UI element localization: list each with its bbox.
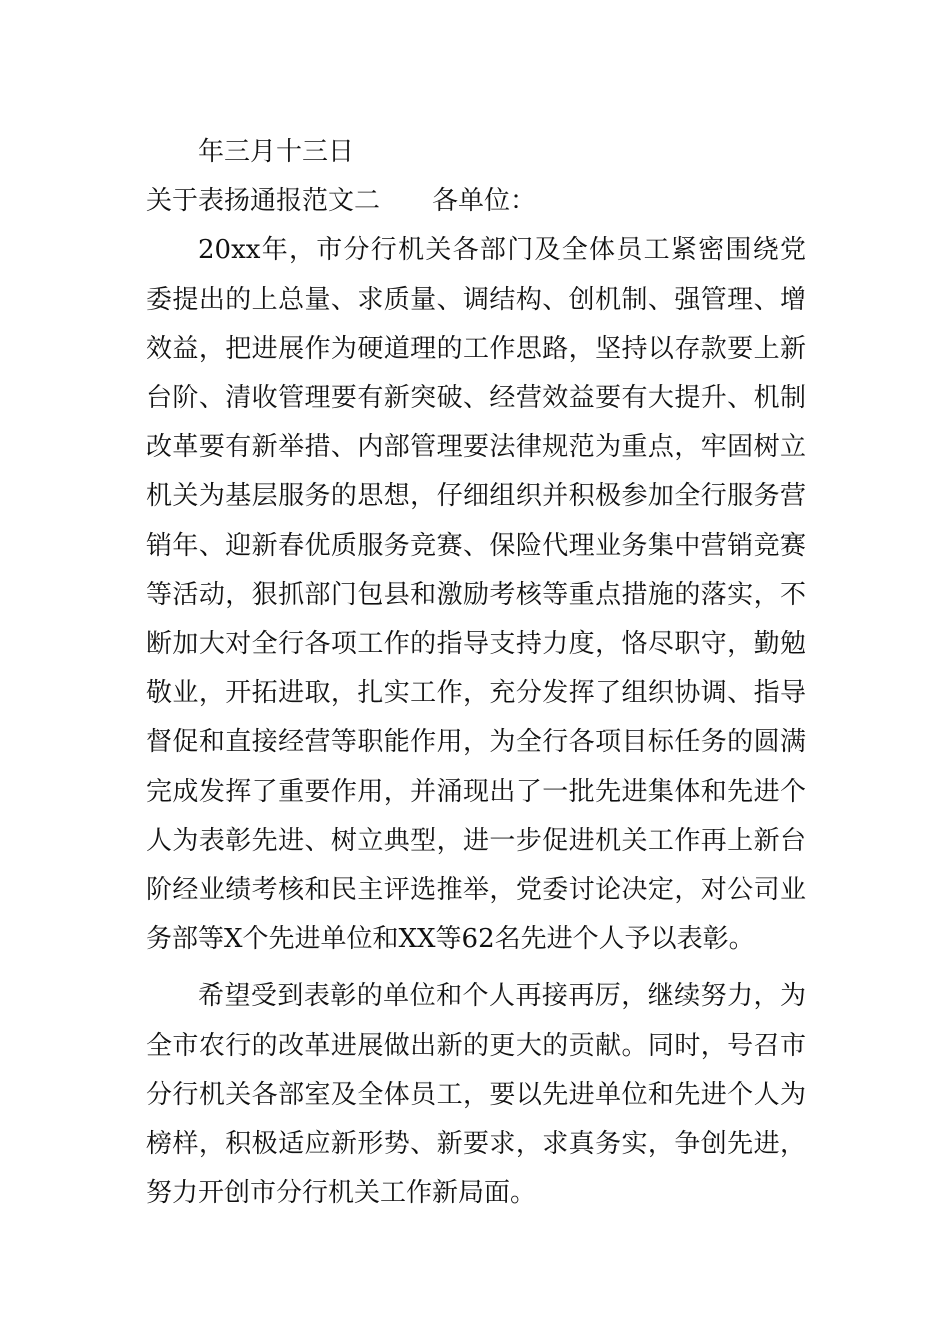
paragraph-2: 希望受到表彰的单位和个人再接再厉，继续努力，为全市农行的改革进展做出新的更大的贡献。同时，号召市分行机关各部室及全体员工，要以先进单位和先进个人为榜样，积极适应新形势、新要求，求真务实，争创先进，努力开创市分行机关工作新局面。 — [146, 981, 806, 1209]
paragraph-1: 20xx年，市分行机关各部门及全体员工紧密围绕党委提出的上总量、求质量、调结构、创机制、强管理、增效益，把进展作为硬道理的工作思路，坚持以存款要上新台阶、清收管理要有新突破、经营效益要有大提升、机制改革要有新举措、内部管理要法律规范为重点，牢固树立机关为基层服务的思想，仔细组织并积极参加全行服务营销年、迎新春优质服务竞赛、保险代理业务集中营销竞赛等活动，狠抓部门包县和激励考核等重点措施的落实，不断加大对全行各项工作的指导支持力度，恪尽职守，勤勉敬业，开拓进取，扎实工作，充分发挥了组织协调、指导督促和直接经营等职能作用，为全行各项目标任务的圆满完成发挥了重要作用，并涌现出了一批先进集体和先进个人为表彰先进、树立典型，进一步促进机关工作再上新台阶经业绩考核和民主评选推举，党委讨论决定，对公司业务部等X个先进单位和XX等62名先进个人予以表彰。 — [146, 235, 806, 955]
addressee: 各单位： — [432, 186, 537, 217]
heading-row — [146, 177, 806, 226]
date-line: 年三月十三日 — [198, 137, 355, 167]
document-title: 关于表扬通报范文二 — [146, 186, 381, 217]
document-body — [146, 128, 806, 1218]
